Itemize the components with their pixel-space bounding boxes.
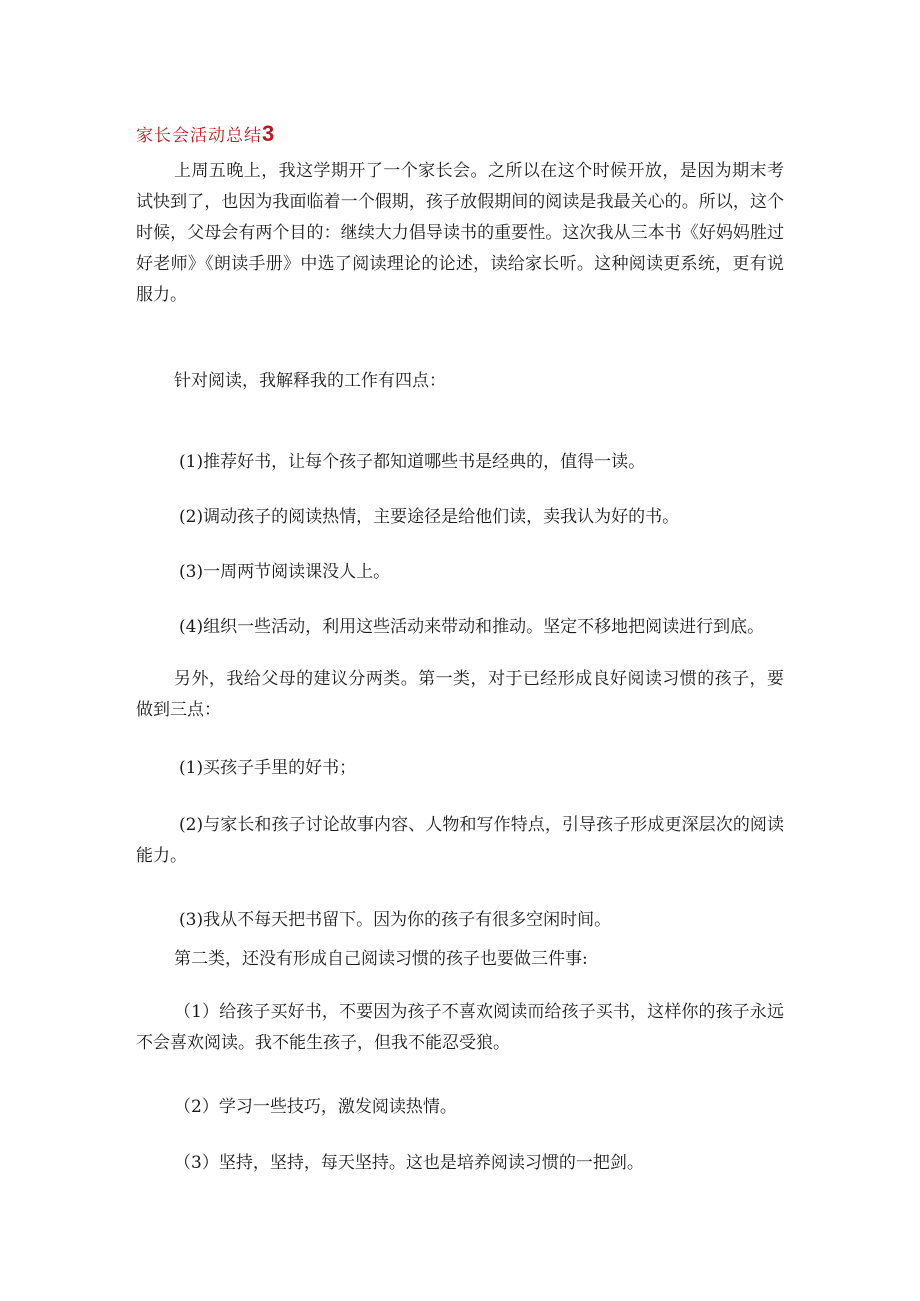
paragraph-advice-2-item-3: （3）坚持，坚持，每天坚持。这也是培养阅读习惯的一把剑。: [174, 1153, 644, 1173]
paragraph-intro: 上周五晚上，我这学期开了一个家长会。之所以在这个时候开放，是因为期末考试快到了，也因为我面临着一个假期，孩子放假期间的阅读是我最关心的。所以，这个时候，父母会有两个目的：继续大力倡导读书的重要性。这次我从三本书《好妈妈胜过好老师》《朗读手册》中选了阅读理论的论述，读给家长听。这种阅读更系统，更有说服力。: [136, 161, 784, 305]
title-number: 3: [262, 121, 276, 146]
paragraph-advice-2-item-2: （2）学习一些技巧，激发阅读热情。: [174, 1097, 457, 1117]
paragraph-advice-1-item-1: (1)买孩子手里的好书；: [179, 758, 357, 778]
paragraph-work-point-3: (3)一周两节阅读课没人上。: [179, 562, 391, 582]
title-text: 家长会活动总结: [136, 126, 262, 146]
document-title: [136, 121, 275, 147]
paragraph-work-point-4: (4)组织一些活动，利用这些活动来带动和推动。坚定不移地把阅读进行到底。: [179, 617, 765, 637]
paragraph-advice-2-item-1: （1）给孩子买好书，不要因为孩子不喜欢阅读而给孩子买书，这样你的孩子永远不会喜欢阅读。我不能生孩子，但我不能忍受狼。: [136, 1002, 784, 1053]
paragraph-advice-1-item-3: (3)我从不每天把书留下。因为你的孩子有很多空闲时间。: [179, 910, 612, 930]
paragraph-advice-category-2: 第二类，还没有形成自己阅读习惯的孩子也要做三件事:: [174, 949, 588, 969]
paragraph-work-point-1: (1)推荐好书，让每个孩子都知道哪些书是经典的，值得一读。: [179, 452, 646, 472]
paragraph-advice-category-1: 另外，我给父母的建议分两类。第一类，对于已经形成良好阅读习惯的孩子，要做到三点：: [136, 669, 784, 720]
paragraph-work-point-2: (2)调动孩子的阅读热情，主要途径是给他们读，卖我认为好的书。: [179, 507, 680, 527]
paragraph-advice-1-item-2: (2)与家长和孩子讨论故事内容、人物和写作特点，引导孩子形成更深层次的阅读能力。: [136, 815, 784, 866]
paragraph-work-points-heading: 针对阅读，我解释我的工作有四点：: [174, 371, 446, 391]
